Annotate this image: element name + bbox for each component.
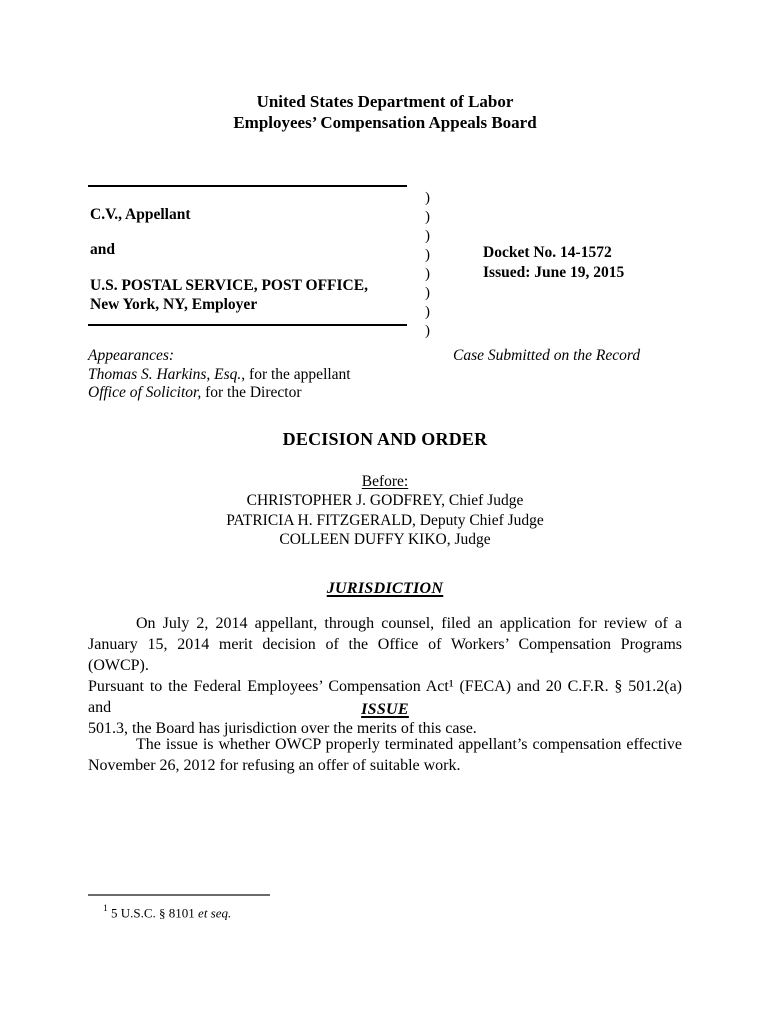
solicitor-line: [88, 384, 351, 403]
before-label: Before:: [361, 473, 409, 490]
footnote-marker: 1: [103, 904, 108, 914]
counsel-name: Thomas S. Harkins, Esq.,: [88, 365, 246, 383]
judge-list: [0, 491, 770, 549]
footnote-separator-rule: [88, 894, 270, 896]
paren-mark: ): [425, 209, 430, 225]
solicitor-name: Office of Solicitor,: [88, 384, 202, 402]
appellant-counsel-line: [88, 366, 351, 385]
paren-mark: ): [425, 304, 430, 320]
document-header: [0, 91, 770, 133]
solicitor-role: for the Director: [201, 384, 302, 402]
caption-conjunction: and: [90, 241, 115, 258]
paragraph-line: On July 2, 2014 appellant, through counsel, filed an application for review of a: [136, 615, 682, 632]
paragraph-line: The issue is whether OWCP properly terminated appellant’s compensation effective: [136, 736, 682, 753]
header-line-2: Employees’ Compensation Appeals Board: [233, 113, 537, 132]
caption-paren-column: [425, 189, 430, 341]
issued-date: Issued: June 19, 2015: [483, 264, 625, 281]
paragraph-line: November 26, 2012 for refusing an offer of suitable work.: [88, 756, 461, 774]
paren-mark: ): [425, 285, 430, 301]
issue-paragraph: [88, 735, 682, 776]
employer-name-line1: U.S. POSTAL SERVICE, POST OFFICE,: [90, 277, 368, 294]
footnote-citation-italic: et seq.: [198, 905, 232, 921]
panel-block: [0, 472, 770, 549]
appearances-block: [88, 347, 351, 403]
footnote-citation: 5 U.S.C. § 8101: [107, 905, 199, 921]
appearances-heading: Appearances:: [88, 347, 175, 364]
paren-mark: ): [425, 190, 430, 206]
case-caption-box: [88, 185, 407, 326]
paragraph-line: Pursuant to the Federal Employees’ Compensation Act¹ (FECA) and 20 C.F.R. § 501.2(a) and: [88, 678, 682, 716]
judge-name: COLLEEN DUFFY KIKO, Judge: [279, 530, 491, 548]
caption-spacer: [90, 259, 407, 276]
jurisdiction-heading: JURISDICTION: [326, 580, 444, 597]
paragraph-line: 501.3, the Board has jurisdiction over the merits of this case.: [88, 720, 477, 737]
employer-name-line2: New York, NY, Employer: [90, 296, 258, 313]
paren-mark: ): [425, 323, 430, 339]
header-line-1: United States Department of Labor: [256, 92, 514, 111]
docket-block: [483, 243, 624, 283]
jurisdiction-paragraph: [88, 613, 682, 739]
docket-number: Docket No. 14-1572: [483, 244, 612, 261]
judge-name: PATRICIA H. FITZGERALD, Deputy Chief Judge: [226, 511, 544, 529]
paragraph-line: January 15, 2014 merit decision of the Office of Workers’ Compensation Programs (OWCP).: [88, 636, 682, 674]
appellant-name: C.V., Appellant: [90, 206, 191, 223]
decision-title: DECISION AND ORDER: [282, 429, 488, 449]
paren-mark: ): [425, 247, 430, 263]
issue-heading: ISSUE: [361, 701, 409, 718]
paren-mark: ): [425, 228, 430, 244]
footnote: [88, 902, 231, 921]
paren-mark: ): [425, 266, 430, 282]
counsel-role: for the appellant: [245, 365, 351, 383]
case-submitted-note: Case Submitted on the Record: [453, 347, 641, 364]
judge-name: CHRISTOPHER J. GODFREY, Chief Judge: [246, 492, 524, 510]
caption-spacer: [90, 224, 407, 240]
